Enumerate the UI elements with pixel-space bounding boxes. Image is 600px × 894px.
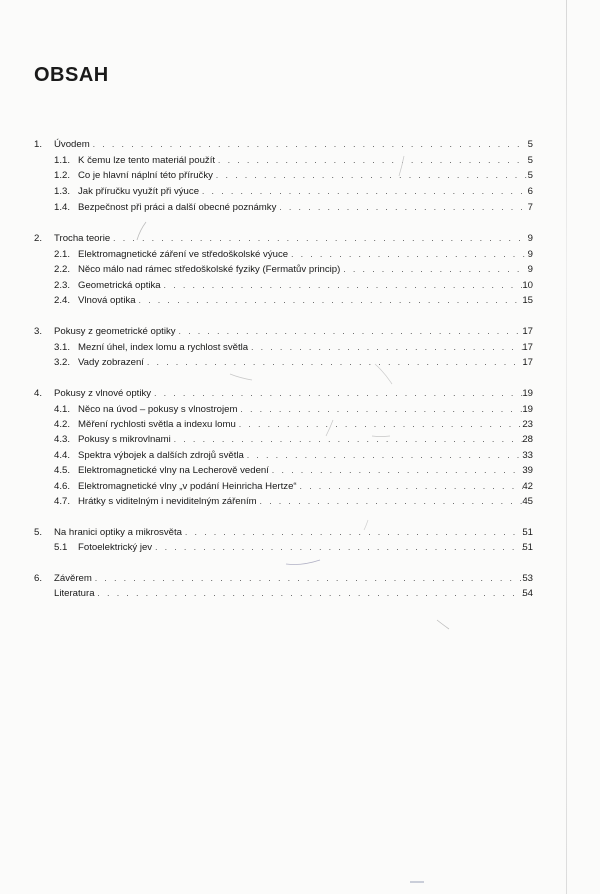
toc-entry-title: Mezní úhel, index lomu a rychlost světla	[78, 342, 249, 353]
dot-leader	[113, 232, 527, 246]
dot-leader	[300, 480, 527, 494]
dot-leader	[155, 541, 527, 555]
toc-entry	[0, 341, 600, 355]
toc-entry-number: 4.5.	[54, 465, 71, 476]
toc-entry-leader	[54, 138, 530, 152]
dot-leader	[216, 169, 527, 183]
toc-entry-page-number: 6	[527, 186, 533, 197]
toc-entry-number: 1.4.	[54, 202, 71, 213]
dot-leader	[239, 418, 527, 432]
toc-entry-leader	[54, 572, 530, 586]
toc-entry-title: Vlnová optika	[78, 295, 136, 306]
toc-entry-title: Na hranici optiky a mikrosvěta	[54, 527, 182, 538]
toc-entry-title: Jak příručku využít při výuce	[78, 186, 200, 197]
toc-entry-leader	[78, 356, 530, 370]
page-title: OBSAH	[34, 64, 109, 86]
toc-entry	[0, 154, 600, 168]
toc-entry	[0, 201, 600, 215]
toc-entry-page-number: 51	[522, 527, 533, 538]
toc-entry-page-number: 5	[527, 139, 533, 150]
toc-entry	[0, 403, 600, 417]
toc-entry	[0, 294, 600, 308]
toc-entry-leader	[78, 201, 530, 215]
toc-entry-number: 5.1	[54, 542, 68, 553]
toc-entry-title: Co je hlavní náplní této příručky	[78, 170, 213, 181]
toc-entry-title: Trocha teorie	[54, 233, 111, 244]
dot-leader	[154, 387, 527, 401]
toc-entry-leader	[78, 418, 530, 432]
toc-entry-page-number: 39	[522, 465, 533, 476]
toc-entry-page-number: 42	[522, 481, 533, 492]
toc-entry	[0, 263, 600, 277]
toc-entry	[0, 232, 600, 246]
toc-entry-leader	[78, 248, 530, 262]
toc-entry-number: 2.2.	[54, 264, 71, 275]
toc-entry	[0, 387, 600, 401]
dot-leader	[272, 464, 527, 478]
toc-entry-page-number: 9	[527, 264, 533, 275]
toc-entry-leader	[78, 341, 530, 355]
toc-entry	[0, 587, 600, 601]
toc-entry-title: Pokusy z vlnové optiky	[54, 388, 152, 399]
toc-entry-leader	[78, 169, 530, 183]
dot-leader	[164, 279, 527, 293]
toc-entry-number: 1.1.	[54, 155, 71, 166]
toc-entry-page-number: 54	[522, 588, 533, 599]
toc-entry-number: 4.2.	[54, 419, 71, 430]
toc-entry-leader	[54, 587, 530, 601]
toc-entry-number: 4.7.	[54, 496, 71, 507]
toc-entry-title: Měření rychlosti světla a indexu lomu	[78, 419, 236, 430]
toc-entry-number: 1.	[34, 139, 43, 150]
toc-entry-page-number: 23	[522, 419, 533, 430]
toc-entry-leader	[78, 294, 530, 308]
toc-entry-leader	[78, 154, 530, 168]
toc-entry-title: Spektra výbojek a dalších zdrojů světla	[78, 450, 244, 461]
dot-leader	[139, 294, 527, 308]
toc-entry-leader	[54, 387, 530, 401]
toc-entry-title: Elektromagnetické vlny „v podání Heinricha Hertze“	[78, 481, 297, 492]
dot-leader	[93, 138, 527, 152]
toc-entry-page-number: 53	[522, 573, 533, 584]
toc-entry	[0, 169, 600, 183]
toc-entry-page-number: 28	[522, 434, 533, 445]
dot-leader	[98, 587, 527, 601]
toc-entry-title: Bezpečnost při práci a další obecné poznámky	[78, 202, 277, 213]
scan-edge-line	[566, 0, 567, 894]
toc-entry-leader	[78, 480, 530, 494]
dot-leader	[260, 495, 527, 509]
toc-entry-leader	[78, 464, 530, 478]
dot-leader	[240, 403, 527, 417]
toc-entry-leader	[78, 403, 530, 417]
toc-entry-number: 4.	[34, 388, 43, 399]
toc-entry-number: 2.4.	[54, 295, 71, 306]
toc-entry-number: 6.	[34, 573, 43, 584]
toc-entry-page-number: 17	[522, 342, 533, 353]
toc-entry-leader	[78, 433, 530, 447]
toc-entry	[0, 480, 600, 494]
toc-entry-page-number: 33	[522, 450, 533, 461]
toc-entry-page-number: 19	[522, 388, 533, 399]
toc-entry-page-number: 9	[527, 233, 533, 244]
dot-leader	[343, 263, 527, 277]
toc-entry-title: Fotoelektrický jev	[78, 542, 153, 553]
toc-entry-title: K čemu lze tento materiál použít	[78, 155, 216, 166]
toc-entry-title: Geometrická optika	[78, 280, 161, 291]
toc-entry-number: 2.	[34, 233, 43, 244]
toc-entry	[0, 138, 600, 152]
toc-entry-title: Vady zobrazení	[78, 357, 144, 368]
toc-entry-title: Elektromagnetické vlny na Lecherově vedení	[78, 465, 269, 476]
dot-leader	[291, 248, 527, 262]
dot-leader	[174, 433, 527, 447]
dot-leader	[251, 341, 527, 355]
toc-entry-number: 4.4.	[54, 450, 71, 461]
dot-leader	[147, 356, 527, 370]
toc-entry	[0, 325, 600, 339]
toc-entry-number: 3.	[34, 326, 43, 337]
toc-entry-leader	[54, 325, 530, 339]
toc-entry-leader	[54, 232, 530, 246]
toc-entry	[0, 526, 600, 540]
toc-entry-title: Něco málo nad rámec středoškolské fyziky (Fermatův princip)	[78, 264, 341, 275]
toc-entry-leader	[78, 279, 530, 293]
toc-entry	[0, 418, 600, 432]
toc-entry-page-number: 19	[522, 404, 533, 415]
toc-entry-leader	[78, 541, 530, 555]
toc-entry	[0, 495, 600, 509]
toc-entry-number: 3.1.	[54, 342, 71, 353]
toc-entry-page-number: 17	[522, 357, 533, 368]
toc-entry-page-number: 9	[527, 249, 533, 260]
toc-entry-number: 2.1.	[54, 249, 71, 260]
toc-entry-number: 4.1.	[54, 404, 71, 415]
toc-entry-title: Literatura	[54, 588, 95, 599]
dot-leader	[95, 572, 527, 586]
dot-leader	[279, 201, 527, 215]
toc-entry	[0, 248, 600, 262]
toc-entry	[0, 279, 600, 293]
toc-entry-page-number: 51	[522, 542, 533, 553]
dot-leader	[202, 185, 527, 199]
toc-entry-title: Závěrem	[54, 573, 92, 584]
toc-entry	[0, 185, 600, 199]
toc-entry-number: 4.6.	[54, 481, 71, 492]
toc-entry-title: Pokusy z geometrické optiky	[54, 326, 176, 337]
toc-entry	[0, 572, 600, 586]
toc-entry-title: Něco na úvod – pokusy s vlnostrojem	[78, 404, 238, 415]
toc-entry-title: Hrátky s viditelným i neviditelným zářením	[78, 496, 257, 507]
dot-leader	[218, 154, 527, 168]
toc-entry-leader	[78, 263, 530, 277]
toc-entry-page-number: 17	[522, 326, 533, 337]
toc-entry-title: Elektromagnetické záření ve středoškolské výuce	[78, 249, 289, 260]
toc-entry-title: Pokusy s mikrovlnami	[78, 434, 171, 445]
toc-entry	[0, 433, 600, 447]
toc-entry-page-number: 15	[522, 295, 533, 306]
toc-entry	[0, 541, 600, 555]
dot-leader	[179, 325, 527, 339]
toc-entry-leader	[54, 526, 530, 540]
toc-entry-number: 1.2.	[54, 170, 71, 181]
toc-entry-leader	[78, 495, 530, 509]
toc-entry-number: 5.	[34, 527, 43, 538]
dot-leader	[247, 449, 527, 463]
toc-entry-page-number: 45	[522, 496, 533, 507]
toc-entry-leader	[78, 185, 530, 199]
toc-entry	[0, 356, 600, 370]
toc-entry-page-number: 10	[522, 280, 533, 291]
toc-entry-page-number: 5	[527, 155, 533, 166]
toc-entry-leader	[78, 449, 530, 463]
dot-leader	[185, 526, 527, 540]
toc-entry-number: 1.3.	[54, 186, 71, 197]
toc-entry-title: Úvodem	[54, 139, 90, 150]
toc-entry	[0, 464, 600, 478]
toc-entry-page-number: 7	[527, 202, 533, 213]
toc-entry-number: 2.3.	[54, 280, 71, 291]
toc-entry-number: 4.3.	[54, 434, 71, 445]
toc-entry	[0, 449, 600, 463]
toc-entry-number: 3.2.	[54, 357, 71, 368]
toc-entry-page-number: 5	[527, 170, 533, 181]
